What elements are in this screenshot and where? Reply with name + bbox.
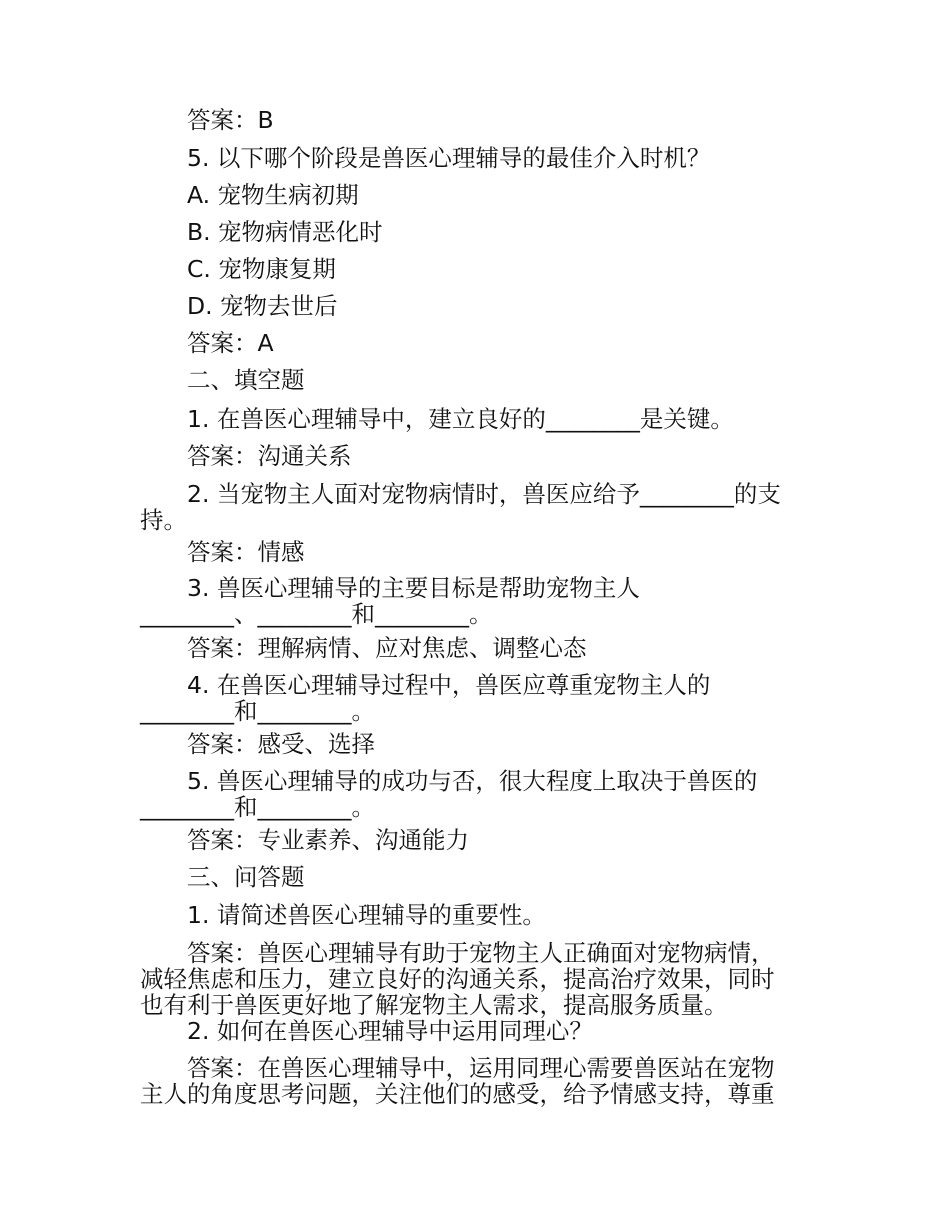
- question-line: 1. 在兽医心理辅导中，建立良好的________是关键。: [187, 405, 734, 433]
- question-paragraph: [140, 768, 820, 820]
- question-paragraph: [140, 575, 820, 627]
- question-line: 2. 当宠物主人面对宠物病情时，兽医应给予________的支: [187, 480, 781, 508]
- option-line: C. 宠物康复期: [187, 255, 336, 283]
- option-line: D. 宠物去世后: [187, 292, 338, 320]
- answer-line: 减轻焦虑和压力，建立良好的沟通关系，提高治疗效果，同时: [140, 965, 775, 993]
- answer-paragraph: [140, 940, 820, 1018]
- answer-line: 答案：A: [187, 329, 274, 357]
- question-paragraph: [140, 481, 820, 533]
- section-heading: 二、填空题: [187, 366, 305, 394]
- answer-line: 答案：理解病情、应对焦虑、调整心态: [187, 634, 587, 662]
- answer-line: 答案：B: [187, 106, 274, 134]
- question-line: ________、________和________。: [140, 600, 493, 628]
- question-line: 5. 兽医心理辅导的成功与否，很大程度上取决于兽医的: [187, 767, 758, 795]
- answer-line: 答案：感受、选择: [187, 730, 375, 758]
- answer-paragraph: [140, 1055, 820, 1107]
- section-heading: 三、问答题: [187, 863, 305, 891]
- option-line: A. 宠物生病初期: [187, 181, 359, 209]
- answer-line: 答案：专业素养、沟通能力: [187, 826, 469, 854]
- answer-line: 答案：沟通关系: [187, 442, 352, 470]
- option-line: B. 宠物病情恶化时: [187, 218, 383, 246]
- answer-line: 答案：情感: [187, 538, 305, 566]
- question-paragraph: [140, 672, 820, 724]
- answer-line: 主人的角度思考问题，关注他们的感受，给予情感支持，尊重: [140, 1080, 775, 1108]
- question-line: 持。: [140, 506, 187, 534]
- question-line: 2. 如何在兽医心理辅导中运用同理心？: [187, 1017, 593, 1045]
- question-line: 4. 在兽医心理辅导过程中，兽医应尊重宠物主人的: [187, 671, 711, 699]
- answer-line: 答案：兽医心理辅导有助于宠物主人正确面对宠物病情，: [187, 939, 775, 967]
- answer-line: 答案：在兽医心理辅导中，运用同理心需要兽医站在宠物: [187, 1054, 775, 1082]
- question-line: ________和________。: [140, 793, 375, 821]
- answer-line: 也有利于兽医更好地了解宠物主人需求，提高服务质量。: [140, 991, 728, 1019]
- question-line: 5. 以下哪个阶段是兽医心理辅导的最佳介入时机？: [187, 144, 711, 172]
- question-line: ________和________。: [140, 697, 375, 725]
- question-line: 1. 请简述兽医心理辅导的重要性。: [187, 901, 546, 929]
- question-line: 3. 兽医心理辅导的主要目标是帮助宠物主人: [187, 574, 640, 602]
